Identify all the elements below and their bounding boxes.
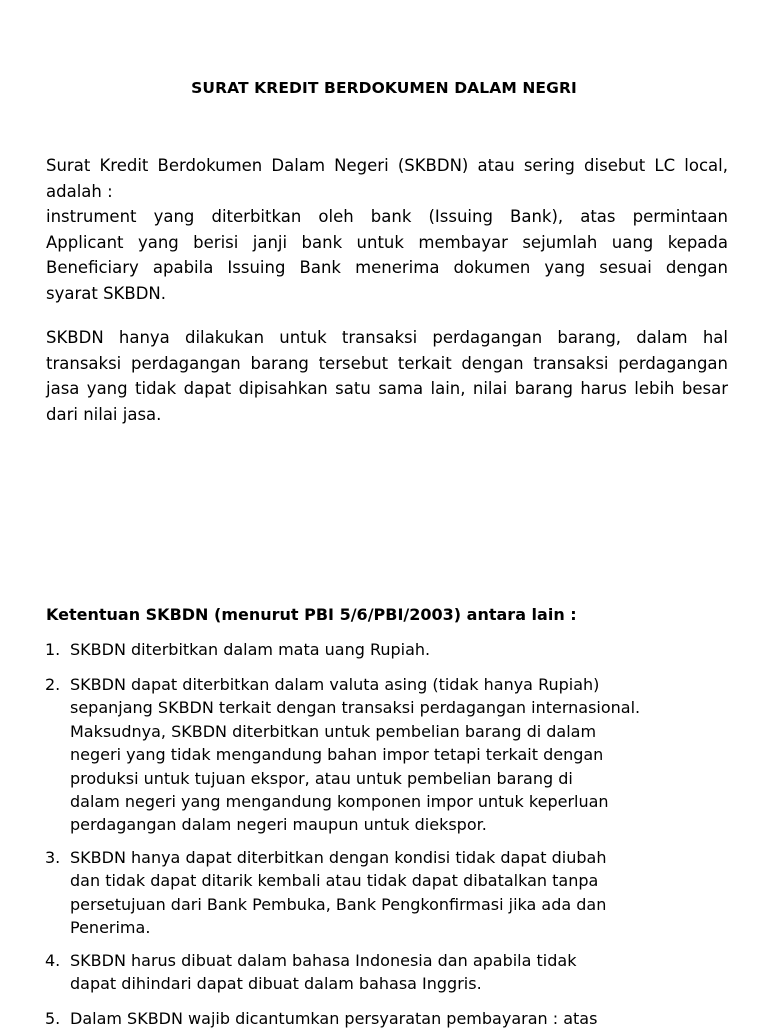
rule-line: dalam negeri yang mengandung komponen impor untuk keperluan xyxy=(70,792,609,812)
rule-line: negeri yang tidak mengandung bahan impor tetapi terkait dengan xyxy=(70,745,604,765)
rule-item xyxy=(45,846,735,940)
rules-heading: Ketentuan SKBDN (menurut PBI 5/6/PBI/2003) antara lain : xyxy=(46,605,577,624)
rule-line: Maksudnya, SKBDN diterbitkan untuk pembelian barang di dalam xyxy=(70,721,597,741)
rule-number: 1. xyxy=(45,640,61,659)
rule-line: dan tidak dapat ditarik kembali atau tidak dapat dibatalkan tanpa xyxy=(70,871,599,891)
rule-item xyxy=(45,673,735,837)
rule-line: SKBDN hanya dapat diterbitkan dengan kondisi tidak dapat diubah xyxy=(70,848,607,867)
document-title: SURAT KREDIT BERDOKUMEN DALAM NEGRI xyxy=(191,79,577,97)
rule-line: SKBDN dapat diterbitkan dalam valuta asing (tidak hanya Rupiah) xyxy=(70,675,600,694)
rule-item xyxy=(45,949,735,996)
rule-line: SKBDN diterbitkan dalam mata uang Rupiah. xyxy=(70,640,431,659)
rule-line: sepanjang SKBDN terkait dengan transaksi perdagangan internasional. xyxy=(70,698,641,718)
paragraph-line: SKBDN hanya dilakukan untuk transaksi perdagangan barang, dalam hal xyxy=(46,328,728,347)
rule-item xyxy=(45,1007,735,1030)
paragraph-line: instrument yang diterbitkan oleh bank (Issuing Bank), atas permintaan xyxy=(46,207,728,226)
rule-item xyxy=(45,638,735,661)
rule-line: Dalam SKBDN wajib dicantumkan persyaratan pembayaran : atas xyxy=(70,1009,598,1028)
rule-number: 5. xyxy=(45,1009,61,1028)
rule-line: produksi untuk tujuan ekspor, atau untuk pembelian barang di xyxy=(70,768,573,788)
paragraph-line: dari nilai jasa. xyxy=(46,404,162,424)
paragraph-line: Beneficiary apabila Issuing Bank menerima dokumen yang sesuai dengan xyxy=(46,258,728,277)
paragraph-line: syarat SKBDN. xyxy=(46,283,166,303)
paragraph-line: Surat Kredit Berdokumen Dalam Negeri (SKBDN) atau sering disebut LC local, xyxy=(46,156,728,175)
rule-number: 4. xyxy=(45,951,61,970)
scope-paragraph xyxy=(46,325,728,427)
paragraph-line: adalah : xyxy=(46,181,113,201)
rule-line: persetujuan dari Bank Pembuka, Bank Pengkonfirmasi jika ada dan xyxy=(70,894,607,914)
paragraph-line: Applicant yang berisi janji bank untuk membayar sejumlah uang kepada xyxy=(46,232,728,252)
rule-line: dapat dihindari dapat dibuat dalam bahasa Inggris. xyxy=(70,974,482,994)
rule-number: 3. xyxy=(45,848,61,867)
paragraph-line: jasa yang tidak dapat dipisahkan satu sama lain, nilai barang harus lebih besar xyxy=(46,379,728,398)
rule-line: Penerima. xyxy=(70,918,151,938)
rule-number: 2. xyxy=(45,675,61,694)
rule-line: SKBDN harus dibuat dalam bahasa Indonesia dan apabila tidak xyxy=(70,951,577,970)
paragraph-line: transaksi perdagangan barang tersebut terkait dengan transaksi perdagangan xyxy=(46,353,728,373)
definition-paragraph xyxy=(46,153,728,306)
rule-line: perdagangan dalam negeri maupun untuk diekspor. xyxy=(70,815,487,835)
